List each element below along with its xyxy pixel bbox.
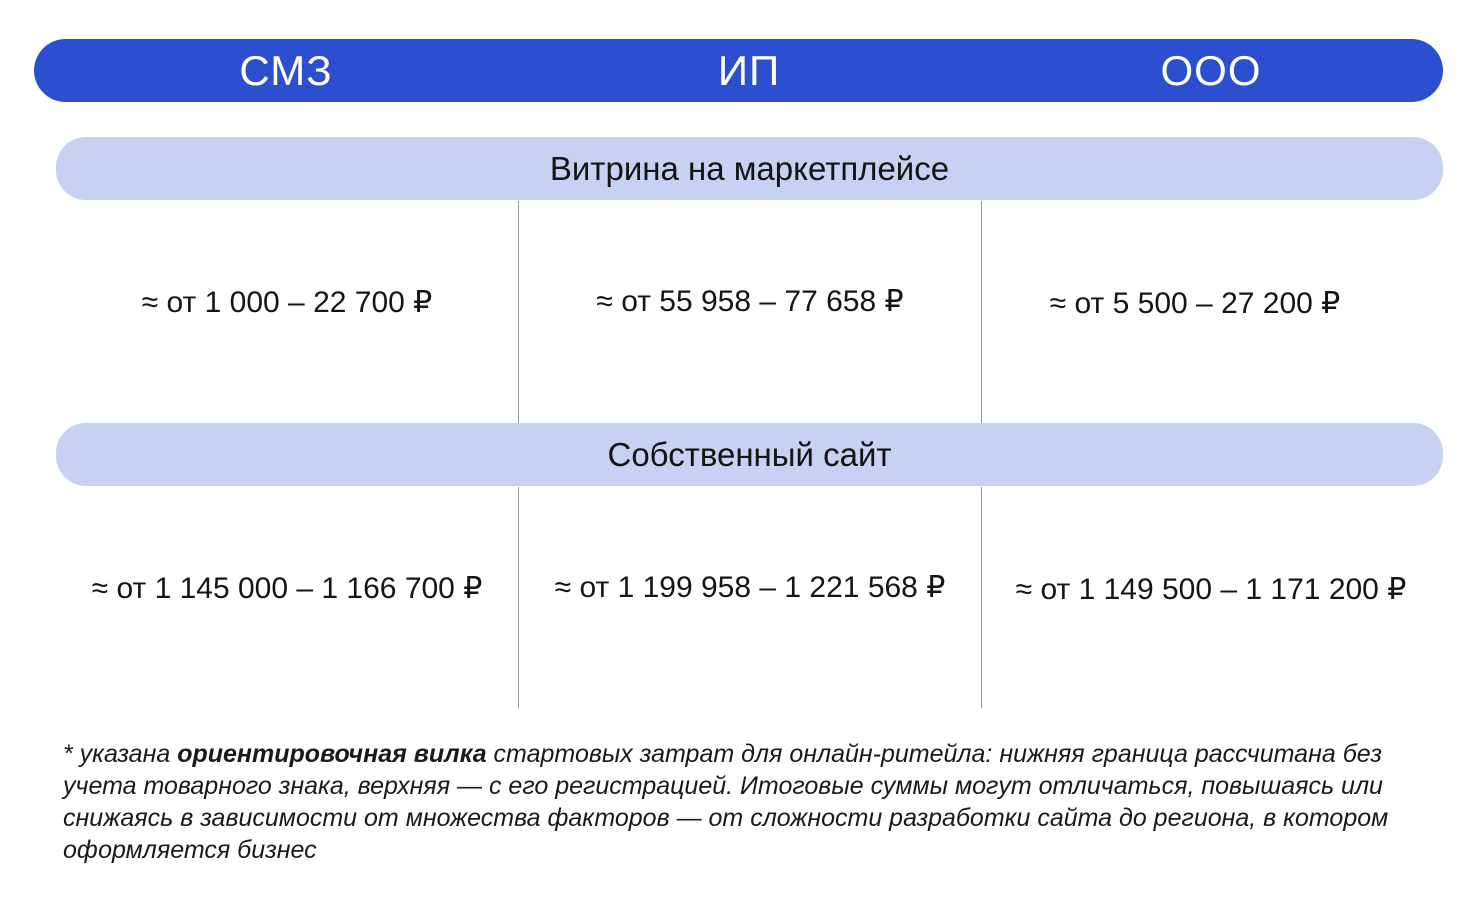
column-header-bar <box>34 39 1443 102</box>
own-site-value-ip: ≈ от 1 199 958 – 1 221 568 ₽ <box>554 571 946 604</box>
section-title-marketplace: Витрина на маркетплейсе <box>56 137 1443 200</box>
own-site-value-smz: ≈ от 1 145 000 – 1 166 700 ₽ <box>91 572 483 605</box>
footnote-prefix: * указана <box>63 740 178 768</box>
footnote <box>63 738 1423 866</box>
section-title-own-site: Собственный сайт <box>56 423 1443 486</box>
footnote-text: стартовых затрат для онлайн-ритейла: нижняя граница рассчитана без учета товарного знака, верхняя — с его регистрацией. Итоговые суммы могут отличаться, повышаясь или снижаясь в зависимости от множества факторов — от сложности разработки сайта до региона, в котором оформляется бизнес <box>63 740 1389 864</box>
marketplace-value-ip: ≈ от 55 958 – 77 658 ₽ <box>596 285 904 318</box>
marketplace-value-ooo: ≈ от 5 500 – 27 200 ₽ <box>1049 287 1341 320</box>
column-header-smz: СМЗ <box>239 47 333 94</box>
own-site-value-ooo: ≈ от 1 149 500 – 1 171 200 ₽ <box>1015 573 1407 606</box>
column-header-ip: ИП <box>717 47 781 94</box>
column-header-ooo: ООО <box>1160 47 1262 94</box>
marketplace-value-smz: ≈ от 1 000 – 22 700 ₽ <box>141 286 433 319</box>
footnote-emphasis: ориентировочная вилка <box>177 740 487 768</box>
